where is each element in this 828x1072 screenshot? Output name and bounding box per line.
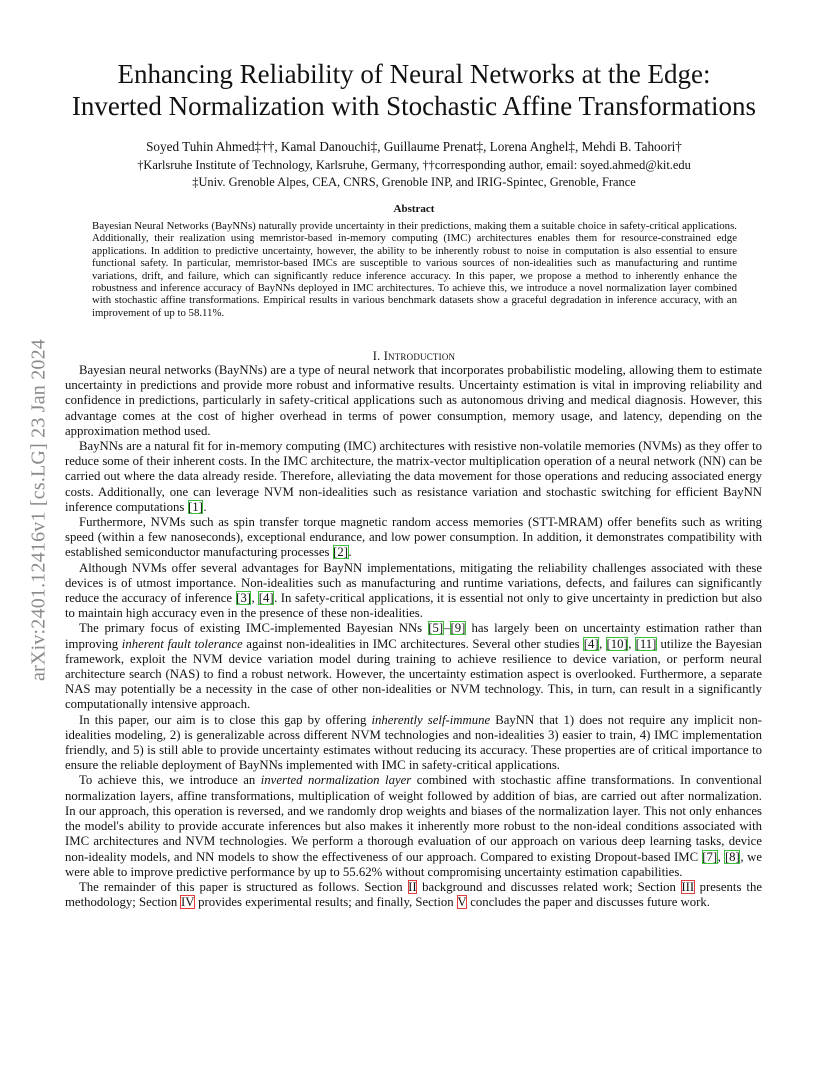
paragraph-8: [65, 880, 762, 910]
affiliation-kit: †Karlsruhe Institute of Technology, Karlsruhe, Germany, ††corresponding author, email: soyed.ahmed@kit.edu: [137, 158, 691, 172]
paragraph-5: [65, 621, 762, 712]
paragraph-text: . In safety-critical applications, it is essential not only to give uncertainty in prediction but also to maintain high accuracy even in the presence of these non-idealities.: [65, 591, 762, 621]
paragraph-text: provides experimental results; and finally, Section: [194, 895, 457, 910]
paragraph-1: [65, 363, 762, 439]
abstract-text: Bayesian Neural Networks (BayNNs) naturally provide uncertainty in their predictions, making them a suitable choice in safety-critical applications. Additionally, their realization using memristor-based in-memory computing (IMC) architectures enables them for resource-constrained edge applications. In addition to predictive uncertainty, however, the ability to be inherently robust to noise in computation is also essential to ensure functional safety. In particular, memristor-based IMCs are susceptible to various sources of non-idealities such as manufacturing and runtime variations, drift, and failure, which can significantly reduce inference accuracy. In this paper, we propose a method to inherently enhance the robustness and inference accuracy of BayNNs deployed in IMC architectures. To achieve this, we introduce a novel normalization layer combined with stochastic affine transformations. Empirical results in various benchmark datasets show a graceful degradation in inference accuracy, with an improvement of up to 58.11%.: [92, 220, 737, 319]
paragraph-3: [65, 515, 762, 561]
author-list: Soyed Tuhin Ahmed‡††, Kamal Danouchi‡, Guillaume Prenat‡, Lorena Anghel‡, Mehdi B. Tahoori†: [146, 139, 682, 154]
section-link[interactable]: III: [681, 879, 695, 894]
separator: ,: [717, 849, 725, 864]
emphasis-text: inherent fault tolerance: [121, 636, 243, 651]
paragraph-text: .: [348, 545, 352, 560]
section-link[interactable]: IV: [180, 895, 195, 910]
citation-link[interactable]: [2]: [333, 545, 349, 560]
paragraph-text: background and discusses related work; Section: [417, 879, 681, 894]
citation-link[interactable]: [3]: [236, 591, 251, 606]
separator: ,: [628, 636, 636, 651]
paper-title: [40, 58, 788, 122]
citation-link[interactable]: [4]: [583, 636, 599, 651]
paragraph-text: presents the methodology; Section: [65, 879, 762, 910]
affiliation-grenoble: ‡Univ. Grenoble Alpes, CEA, CNRS, Grenoble INP, and IRIG-Spintec, Grenoble, France: [192, 175, 636, 189]
citation-link[interactable]: [9]: [450, 621, 466, 636]
paragraph-6: [65, 713, 762, 774]
paragraph-text: BayNNs are a natural fit for in-memory computing (IMC) architectures with resistive non-volatile memories (NVMs) as they offer to reduce some of their inherent costs. In the IMC architecture, the matrix-vector multiplication operation of a neural network (NN) can be carried out where the data already reside. Therefore, alleviating the data movement for those operations and reducing associated energy costs. Additionally, one can leverage NVM non-idealities such as resistance variation and stochastic switching for efficient BayNN inference computations: [65, 439, 762, 514]
paragraph-text: In this paper, our aim is to close this gap by offering: [79, 712, 372, 727]
paragraph-7: [65, 773, 762, 879]
separator: ,: [599, 636, 606, 651]
title-line-1: Enhancing Reliability of Neural Networks at the Edge:: [117, 59, 711, 89]
paragraph-text: .: [203, 499, 207, 514]
separator: –: [443, 621, 451, 636]
introduction-body: [65, 363, 762, 910]
emphasis-text: inverted normalization layer: [260, 773, 412, 788]
citation-link[interactable]: [8]: [724, 849, 740, 864]
arxiv-identifier[interactable]: arXiv:2401.12416v1 [cs.LG] 23 Jan 2024: [27, 339, 50, 681]
paragraph-text: The primary focus of existing IMC-implemented Bayesian NNs: [79, 621, 428, 636]
emphasis-text: inherently self-immune: [371, 712, 491, 727]
citation-link[interactable]: [1]: [188, 499, 203, 514]
citation-link[interactable]: [4]: [258, 591, 274, 606]
paragraph-text: combined with stochastic affine transformations. In conventional normalization layers, affine transformations, multiplication of weight followed by addition of bias, are carried out after normalization. In our approach, this operation is reversed, and we randomly drop weights and biases of the normalization layer. This not only enhances the model's ability to provide accurate inferences but also makes it inherently more robust to the non-ideal conditions associated with IMC architectures and NVM technologies. We perform a thorough evaluation of our approach on various deep learning tasks, device non-ideality models, and NN models to show the effectiveness of our approach. Compared to existing Dropout-based IMC: [65, 773, 762, 864]
citation-link[interactable]: [10]: [606, 636, 628, 651]
paragraph-2: [65, 439, 762, 515]
paragraph-text: Furthermore, NVMs such as spin transfer torque magnetic random access memories (STT-MRAM) offer benefits such as writing speed (within a few nanoseconds), exceptional endurance, and low power consumption. In addition, it demonstrates compatibility with established semiconductor manufacturing processes: [65, 515, 762, 560]
paragraph-text: utilize the Bayesian framework, exploit the NVM device variation model during training to achieve resilience to device variation, or perform neural architecture search (NAS) to find a robust network. However, the uncertainty estimation aspect is overlooked. Furthermore, a separate NAS may potentially be a necessity in the case of other non-idealities or NVM technology. This, in turn, can result in a significantly computationally intensive approach.: [65, 636, 763, 712]
section-link[interactable]: V: [457, 895, 467, 910]
paragraph-text: against non-idealities in IMC architectures. Several other studies: [242, 636, 584, 651]
paragraph-text: To achieve this, we introduce an: [79, 773, 261, 788]
paragraph-text: concludes the paper and discusses future work.: [467, 895, 710, 910]
section-link[interactable]: II: [408, 879, 417, 894]
paragraph-text: , we were able to improve predictive performance by up to 55.62% without compromising uncertainty estimation capabilities.: [65, 849, 763, 879]
paragraph-4: [65, 561, 762, 622]
citation-link[interactable]: [11]: [635, 636, 657, 651]
paragraph-text: Bayesian neural networks (BayNNs) are a type of neural network that incorporates probabilistic modeling, allowing them to estimate uncertainty in predictions and provide more robust and informative results. Uncertainty estimation is vital in improving reliability and confidence in predictions, particularly in safety-critical applications such as autonomous driving and medical diagnosis. However, this advantage comes at the cost of higher overhead in terms of power consumption, memory usage, and latency, depending on the approximation method used.: [65, 363, 762, 438]
section-number: I.: [372, 349, 381, 363]
paragraph-text: BayNN that 1) does not require any implicit non-idealities modeling, 2) is generalizable across different NVM technologies and non-idealities 3) easier to train, 4) IMC implementation friendly, and 5) is still able to provide uncertainty estimates without reducing its accuracy. These properties are of critical importance to ensure the reliable deployment of BayNNs implemented with IMC in safety-critical applications.: [65, 712, 762, 773]
paragraph-text: The remainder of this paper is structured as follows. Section: [79, 879, 408, 894]
paragraph-text: Although NVMs offer several advantages for BayNN implementations, mitigating the reliability challenges associated with these devices is of utmost importance. Non-idealities such as manufacturing and runtime variations, defects, and failures can significantly reduce the accuracy of inference: [65, 560, 762, 606]
section-heading-introduction: [0, 349, 828, 364]
abstract-heading: Abstract: [393, 203, 435, 215]
section-title: Introduction: [383, 349, 456, 363]
title-line-2: Inverted Normalization with Stochastic Affine Transformations: [71, 91, 757, 121]
citation-link[interactable]: [7]: [702, 849, 718, 864]
paragraph-text: has largely been on uncertainty estimation rather than improving: [65, 621, 762, 651]
citation-link[interactable]: [5]: [428, 621, 444, 636]
separator: ,: [251, 591, 259, 606]
